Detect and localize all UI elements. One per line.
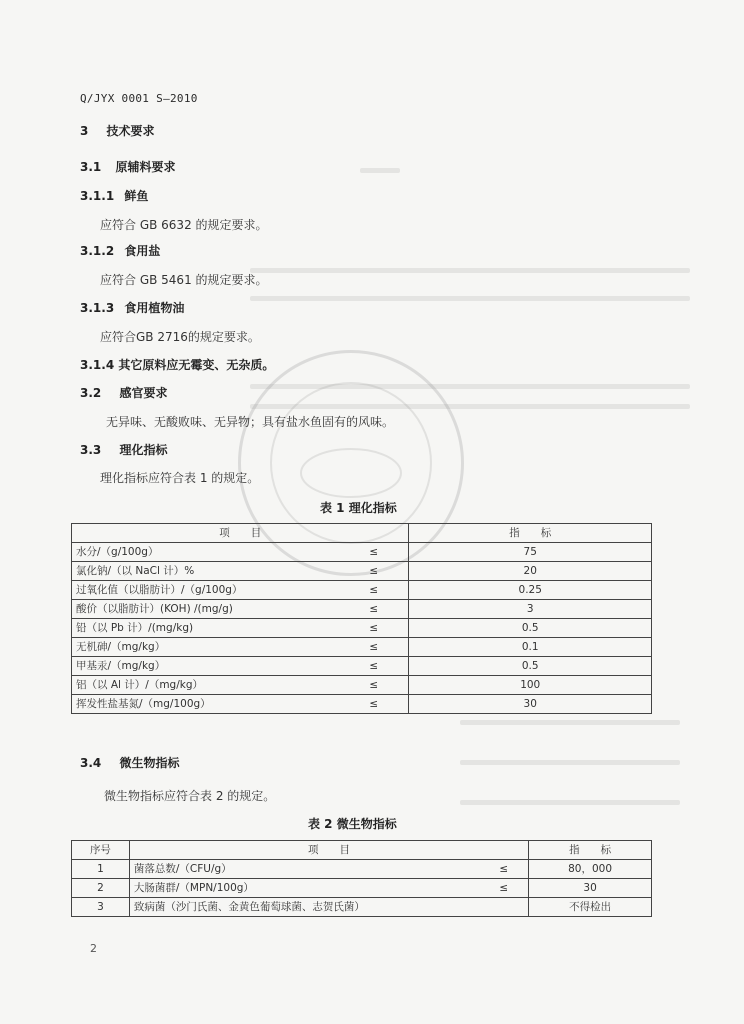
column-header-item: 项 目 <box>129 841 528 860</box>
table-row <box>72 581 652 600</box>
section-heading <box>80 441 167 458</box>
value-cell: 0.1 <box>409 638 652 657</box>
section-number: 3.1.4 <box>80 358 115 372</box>
table-row <box>72 860 652 879</box>
item-cell: 菌落总数/（CFU/g） <box>129 860 379 879</box>
section-number: 3 <box>80 124 89 138</box>
section-heading <box>80 384 167 401</box>
section-heading <box>80 754 179 771</box>
section-number: 3.1.3 <box>80 301 115 315</box>
paragraph: 无异味、无酸败味、无异物；具有盐水鱼固有的风味。 <box>106 415 395 429</box>
value-cell: 0.25 <box>409 581 652 600</box>
column-header-item: 项 目 <box>72 524 409 543</box>
value-cell: 0.5 <box>409 657 652 676</box>
section-heading <box>80 158 175 175</box>
value-cell: 3 <box>409 600 652 619</box>
paragraph: 微生物指标应符合表 2 的规定。 <box>104 789 276 803</box>
column-header-index: 指 标 <box>529 841 652 860</box>
operator-cell: ≤ <box>339 695 409 714</box>
table-row <box>72 879 652 898</box>
section-heading <box>80 356 274 373</box>
item-cell: 致病菌（沙门氏菌、金黄色葡萄球菌、志贺氏菌） <box>129 898 528 917</box>
table-header-row <box>72 841 652 860</box>
table-row <box>72 898 652 917</box>
paragraph: 应符合GB 2716的规定要求。 <box>100 330 260 344</box>
item-cell: 铝（以 Al 计）/（mg/kg） <box>72 676 340 695</box>
section-heading <box>80 299 184 316</box>
table-header-row <box>72 524 652 543</box>
section-title: 食用植物油 <box>124 301 185 315</box>
operator-cell: ≤ <box>339 581 409 600</box>
table-row <box>72 676 652 695</box>
paragraph: 理化指标应符合表 1 的规定。 <box>100 471 260 485</box>
table-caption: 表 2 微生物指标 <box>308 817 397 831</box>
item-cell: 水分/（g/100g） <box>72 543 340 562</box>
item-cell: 铅（以 Pb 计）/(mg/kg) <box>72 619 340 638</box>
operator-cell: ≤ <box>339 638 409 657</box>
item-cell: 甲基汞/（mg/kg） <box>72 657 340 676</box>
value-cell: 100 <box>409 676 652 695</box>
operator-cell: ≤ <box>339 657 409 676</box>
table-row <box>72 695 652 714</box>
table-row <box>72 638 652 657</box>
item-cell: 过氧化值（以脂肪计）/（g/100g） <box>72 581 340 600</box>
table-caption: 表 1 理化指标 <box>320 501 397 515</box>
section-number: 3.1.1 <box>80 189 115 203</box>
section-heading <box>80 122 155 139</box>
operator-cell: ≤ <box>339 562 409 581</box>
column-header-index: 指 标 <box>409 524 652 543</box>
section-heading <box>80 187 148 204</box>
table-row <box>72 543 652 562</box>
bleed-through-mark <box>360 168 400 173</box>
value-cell: 0.5 <box>409 619 652 638</box>
paragraph: 应符合 GB 6632 的规定要求。 <box>100 218 268 232</box>
item-cell: 酸价（以脂肪计）(KOH) /(mg/g) <box>72 600 340 619</box>
value-cell: 30 <box>529 879 652 898</box>
item-cell: 大肠菌群/（MPN/100g） <box>129 879 379 898</box>
section-title: 鲜鱼 <box>124 189 149 203</box>
section-number: 3.2 <box>80 386 102 400</box>
section-title: 感官要求 <box>119 386 168 400</box>
operator-cell: ≤ <box>379 879 529 898</box>
document-code: Q/JYX 0001 S—2010 <box>80 92 198 105</box>
bleed-through-mark <box>460 720 680 725</box>
column-header-no: 序号 <box>72 841 130 860</box>
table-row <box>72 619 652 638</box>
microbiological-table <box>71 840 652 917</box>
operator-cell: ≤ <box>339 600 409 619</box>
section-title: 理化指标 <box>119 443 168 457</box>
bleed-through-mark <box>250 296 690 301</box>
number-cell: 1 <box>72 860 130 879</box>
table-row <box>72 657 652 676</box>
section-title: 食用盐 <box>124 244 161 258</box>
section-title: 微生物指标 <box>119 756 180 770</box>
operator-cell: ≤ <box>339 543 409 562</box>
section-number: 3.4 <box>80 756 102 770</box>
value-cell: 80，000 <box>529 860 652 879</box>
physicochemical-table <box>71 523 652 714</box>
section-title: 原辅料要求 <box>115 160 176 174</box>
table-row <box>72 600 652 619</box>
value-cell: 20 <box>409 562 652 581</box>
operator-cell: ≤ <box>339 619 409 638</box>
operator-cell: ≤ <box>339 676 409 695</box>
bleed-through-mark <box>460 760 680 765</box>
bleed-through-mark <box>460 800 680 805</box>
section-number: 3.1.2 <box>80 244 115 258</box>
number-cell: 3 <box>72 898 130 917</box>
section-title: 其它原料应无霉变、无杂质。 <box>118 358 275 372</box>
item-cell: 挥发性盐基氮/（mg/100g） <box>72 695 340 714</box>
value-cell: 30 <box>409 695 652 714</box>
number-cell: 2 <box>72 879 130 898</box>
value-cell: 75 <box>409 543 652 562</box>
value-cell: 不得检出 <box>529 898 652 917</box>
table-row <box>72 562 652 581</box>
item-cell: 氯化钠/（以 NaCl 计）% <box>72 562 340 581</box>
section-heading <box>80 242 160 259</box>
bleed-through-mark <box>250 268 690 273</box>
page-number: 2 <box>90 942 97 955</box>
section-number: 3.1 <box>80 160 102 174</box>
section-number: 3.3 <box>80 443 102 457</box>
section-title: 技术要求 <box>106 124 155 138</box>
operator-cell: ≤ <box>379 860 529 879</box>
item-cell: 无机砷/（mg/kg） <box>72 638 340 657</box>
paragraph: 应符合 GB 5461 的规定要求。 <box>100 273 268 287</box>
